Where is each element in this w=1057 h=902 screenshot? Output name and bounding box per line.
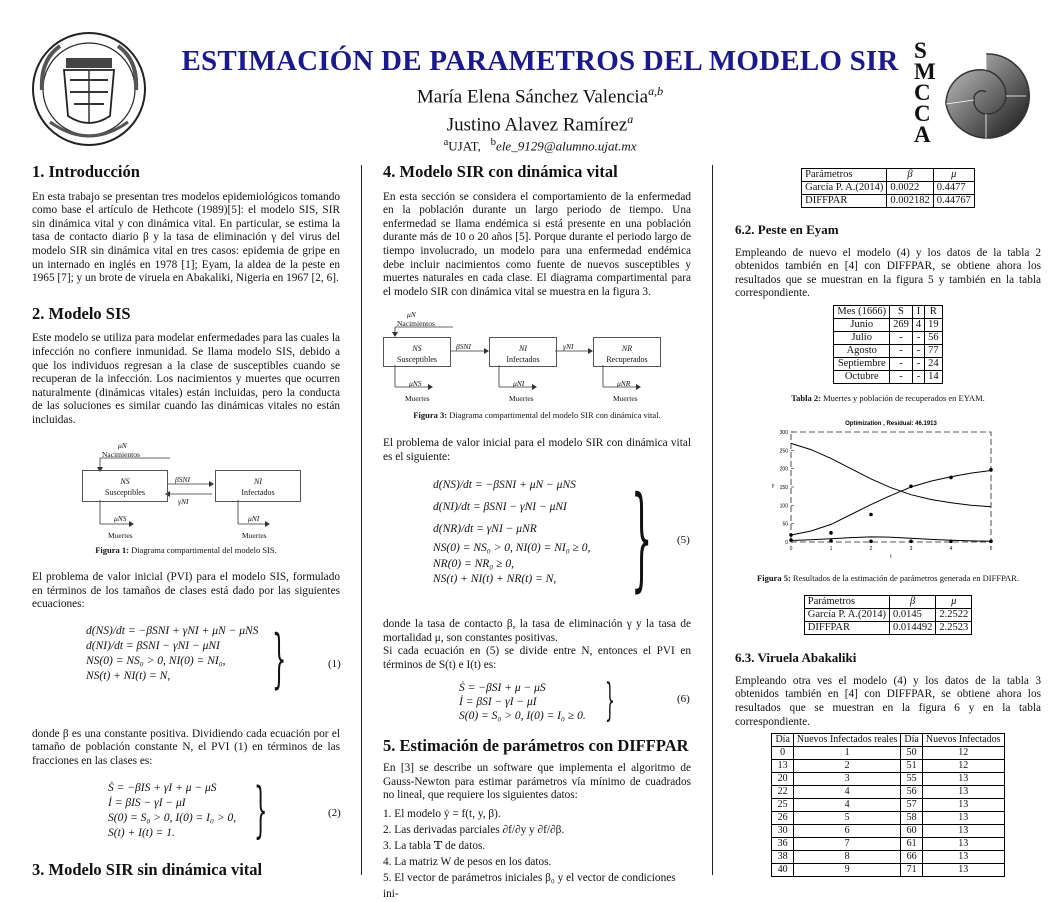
table-cell: - (912, 331, 924, 344)
subsection-title: 6.2. Peste en Eyam (735, 222, 839, 237)
table-cell: 22 (772, 786, 793, 799)
figure-3-diagram (383, 307, 691, 405)
equation-5: d(NS)/dt = −βSNI + μN − μNS d(NI)/dt = βSNI − γNI − μNI d(NR)/dt = γNI − μNR NS(0) = NS₀ > 0, NI(0) = NI₀ ≥ 0, NR(0) = NR₀ ≥ 0, NS(t) + NI(t) + NR(t) = N, } (5) (433, 473, 690, 604)
section-title: 5. Estimación de parámetros con DIFFPAR (383, 735, 689, 755)
table-cell: 13 (922, 864, 1004, 877)
table-cell: - (890, 357, 913, 370)
paragraph: Empleando otra ves el modelo (4) y los datos de la tabla 3 obtenidos también en [4] con DIFFPAR, se obtiene ahora los resultados que se muestran en la figura 6 y en la tabla correspondiente. (735, 674, 1041, 728)
column-separator (361, 165, 362, 875)
births-label: Nacimientos (397, 319, 435, 329)
table-cell: - (890, 370, 913, 383)
plot-frame (791, 432, 991, 542)
y-tick-label: 50 (782, 521, 788, 528)
table-header-row (834, 305, 942, 318)
table-cell: 30 (772, 825, 793, 838)
table-cell: 4 (793, 799, 901, 812)
section-title: 4. Modelo SIR con dinámica vital (383, 162, 618, 181)
table-row (834, 344, 942, 357)
table-cell: Día (901, 734, 922, 747)
optimization-chart (767, 416, 1007, 566)
births-rate: μN (118, 440, 127, 450)
table-cell: 13 (922, 812, 1004, 825)
table-cell: 7 (793, 838, 901, 851)
equation-lines: Ṡ = −βSI + μ − μS İ = βSI − γI − μI S(0) = S₀ > 0, I(0) = I₀ ≥ 0. (459, 681, 586, 722)
table-header-row (772, 734, 1004, 747)
author-2: Justino Alavez Ramírez$^a$ (446, 112, 634, 136)
y-tick-label: 0 (785, 539, 788, 546)
death-label: Muertes (108, 530, 133, 540)
x-tick-label: 4 (949, 545, 953, 552)
column-separator (712, 165, 713, 875)
list-item: 5. El vector de parámetros iniciales β₀ y el vector de condiciones ini- (383, 871, 676, 900)
paragraph: Si cada ecuación en (5) se divide entre N, entonces el PVI en términos de S(t) e I(t) es: (383, 645, 691, 671)
smcca-logo (912, 40, 1032, 150)
paper-title: ESTIMACIÓN DE PARAMETROS DEL MODELO SIR (181, 45, 899, 77)
table-cell: Junio (834, 318, 890, 331)
table-cell: 56 (925, 331, 943, 344)
table-cell: 2.2523 (936, 622, 972, 635)
table-row (772, 838, 1004, 851)
figure-caption: Figura 1: Diagrama compartimental del modelo SIS. (95, 544, 277, 555)
paragraph: Empleando de nuevo el modelo (4) y los datos de la tabla 2 obtenidos también en [4] con DIFFPAR, se obtiene ahora los resultados que se muestran en la figura 5 y también en la tabla correspondiente. (735, 246, 1041, 300)
equation-number: (1) (328, 657, 341, 670)
author-1: María Elena Sánchez Valencia$^{a,b}$ (416, 84, 664, 108)
table-cell: 8 (793, 851, 901, 864)
table-cell: 25 (772, 799, 793, 812)
data-point (829, 539, 833, 543)
y-tick-label: 300 (779, 429, 788, 436)
death-label: Muertes (613, 394, 638, 404)
table-cell: - (912, 344, 924, 357)
requirements-list (383, 806, 691, 902)
table-cell: 12 (922, 760, 1004, 773)
table-cell: 13 (922, 773, 1004, 786)
data-point (829, 531, 833, 535)
table-caption: Tabla 2: Muertes y población de recuperados en EYAM. (791, 392, 985, 403)
section-title: 1. Introducción (32, 162, 140, 181)
equation-1: d(NS)/dt = −βSNI + γNI + μN − μNS d(NI)/dt = βSNI − γNI − μNI NS(0) = NS₀ > 0, NI(0) = NI₀, NS(t) + NI(t) = N, } (1) (86, 621, 341, 696)
column-3 (735, 168, 1041, 877)
table-cell: 0.0022 (887, 182, 933, 195)
table-row (772, 851, 1004, 864)
box-infectados: NI Infectados (489, 337, 557, 367)
x-tick-label: 0 (789, 545, 793, 552)
table-cell: 4 (793, 786, 901, 799)
table-cell: 0.0145 (889, 609, 935, 622)
table-cell: 0.002182 (887, 195, 933, 208)
equation-6: Ṡ = −βSI + μ − μS İ = βSI − γI − μI S(0) = S₀ > 0, I(0) = I₀ ≥ 0. } (6) (459, 674, 690, 726)
table-cell: Mes (1666) (834, 305, 890, 318)
death-rate: μNI (513, 379, 525, 389)
y-tick-label: 200 (779, 466, 788, 473)
table-header-row (804, 596, 971, 609)
table-row (834, 357, 942, 370)
table-cell: 13 (922, 799, 1004, 812)
list-item: 4. La matriz W de pesos en los datos. (383, 855, 552, 868)
table-row (772, 773, 1004, 786)
affiliations: $^a$UJAT, $^b$ele_9129@alumno.ujat.mx (443, 136, 637, 154)
data-point (789, 533, 793, 537)
y-tick-label: 150 (779, 484, 788, 491)
births-label: Nacimientos (102, 449, 140, 459)
table-cell: μ (936, 596, 972, 609)
table-cell: - (912, 357, 924, 370)
death-rate: μNS (409, 379, 422, 389)
table-cell: 66 (901, 851, 922, 864)
table-cell: 269 (890, 318, 913, 331)
paragraph: En esta trabajo se presentan tres modelos epidemiológicos tomando como base el artículo de Hethcote (1989)[5]: el modelo SIS, SIR sin dinámica vital y con dinámica vital. En particular, se estima la tasa de contacto diario β y la tasa de eliminación γ del virus del modelo SIR sin dinámica vital en tres casos: epidemia de gripe en un internado en inglés en 1978 [1]; Eyam, la aldea de la peste en 1965 [7]; y un brote de viruela en Abakaliki, Nigeria en 1967 [2, 6]. (32, 190, 340, 285)
arrow-label: γNI (178, 496, 189, 506)
x-tick-label: 1 (829, 545, 833, 552)
list-item: 3. La tabla 𝕋 de datos. (383, 839, 486, 852)
figure-1-diagram (32, 436, 340, 544)
column-2 (383, 162, 691, 902)
data-point (869, 512, 873, 516)
table-cell: 3 (793, 773, 901, 786)
table-cell: 36 (772, 838, 793, 851)
y-tick-label: 250 (779, 447, 788, 454)
equation-number: (6) (677, 692, 690, 705)
table-cell: Parámetros (802, 169, 887, 182)
list-item: 2. Las derivadas parciales ∂f/∂y y ∂f/∂β. (383, 823, 565, 836)
table-cell: Nuevos Infectados (922, 734, 1004, 747)
table-cell: 56 (901, 786, 922, 799)
table-cell: 0.4477 (933, 182, 974, 195)
table-cell: DIFFPAR (804, 622, 889, 635)
table-cell: Día (772, 734, 793, 747)
eyam-data-table (833, 305, 942, 384)
equation-2: Ṡ = −βIS + γI + μ − μS İ = βIS − γI − μI S(0) = S₀ > 0, I(0) = I₀ > 0, S(t) + I(t) = 1. } (2) (108, 774, 341, 845)
table-cell: β (889, 596, 935, 609)
table-header-row (802, 169, 975, 182)
section-title: 3. Modelo SIR sin dinámica vital (32, 859, 263, 879)
table-cell: García P. A.(2014) (802, 182, 887, 195)
table-cell: Octubre (834, 370, 890, 383)
table-cell: 6 (793, 825, 901, 838)
table-row (804, 622, 971, 635)
death-label: Muertes (509, 394, 534, 404)
table-cell: 20 (772, 773, 793, 786)
nautilus-shell-icon (940, 50, 1032, 142)
death-label: Muertes (405, 394, 430, 404)
table-row (772, 812, 1004, 825)
table-cell: DIFFPAR (802, 195, 887, 208)
table-cell: R (925, 305, 943, 318)
table-cell: 51 (901, 760, 922, 773)
table-row (834, 370, 942, 383)
table-row (802, 182, 975, 195)
data-point (949, 475, 953, 479)
table-cell: 2.2522 (936, 609, 972, 622)
parameters-table-1 (801, 168, 975, 208)
box-susceptibles: NS Susceptibles (82, 470, 168, 502)
table-row (804, 609, 971, 622)
parameters-table-2 (804, 595, 972, 635)
paragraph: Este modelo se utiliza para modelar enfermedades para las cuales la infección no confiere inmunidad. Se llama modelo SIS, debido a que los individuos regresan a la clase de susceptibles cuando se recuperan de la infección. Los nacimientos y muertes que ocurren naturalmente (dinámicas vitales) están incluidas, pero la conducta de las soluciones es similar cuando las dinámicas vitales no están incluidas. (32, 332, 340, 426)
data-point (869, 539, 873, 543)
table-cell: 5 (793, 812, 901, 825)
table-cell: Parámetros (804, 596, 889, 609)
equation-lines: Ṡ = −βIS + γI + μ − μS İ = βIS − γI − μI S(0) = S₀ > 0, I(0) = I₀ > 0, S(t) + I(t) = 1. (108, 781, 237, 839)
table-cell: 0.014492 (889, 622, 935, 635)
y-axis-label: y (771, 482, 775, 489)
table-cell: 40 (772, 864, 793, 877)
arrow-label: βSNI (456, 342, 471, 352)
table-cell: García P. A.(2014) (804, 609, 889, 622)
series-line (791, 470, 991, 535)
paragraph: El problema de valor inicial (PVI) para el modelo SIS, formulado en términos de los tamaños de clases está dado por las siguientes ecuaciones: (32, 571, 340, 611)
column-1 (32, 162, 341, 884)
table-cell: 58 (901, 812, 922, 825)
table-cell: 0.44767 (933, 195, 974, 208)
arrow-label: γNI (563, 342, 574, 352)
smcca-logo-letters: SMCCA (914, 38, 936, 147)
table-cell: 13 (772, 760, 793, 773)
box-infectados: NI Infectados (215, 470, 301, 502)
equation-number: (2) (328, 806, 341, 819)
table-row (772, 786, 1004, 799)
table-cell: 26 (772, 812, 793, 825)
table-cell: - (890, 331, 913, 344)
data-point (909, 484, 913, 488)
table-row (834, 331, 942, 344)
data-point (789, 538, 793, 542)
data-point (909, 539, 913, 543)
table-cell: μ (933, 169, 974, 182)
table-cell: 9 (793, 864, 901, 877)
table-cell: - (912, 370, 924, 383)
paragraph: En esta sección se considera el comportamiento de la enfermedad en la población durante un largo periodo de tiempo. Una enfermedad se llama endémica si está presente en una población durante más de 10 o 20 años [5]. Porque durante el periodo largo de tiempo involucrado, un modelo para una enfermedad endémica debe incluir nacimientos como fuente de nuevos susceptibles y muertes naturales en cada clase. El diagrama compartimental para el modelo SIR con dinámica vital se muestra en la figura 3. (383, 190, 691, 298)
paragraph: En [3] se describe un software que implementa el algoritmo de Gauss-Newton para estimar parámetros vía mínimo de cuadrados no lineal, que requiere los siguientes datos: (383, 762, 691, 802)
table-cell: 57 (901, 799, 922, 812)
table-cell: 38 (772, 851, 793, 864)
table-cell: Julio (834, 331, 890, 344)
table-row (802, 195, 975, 208)
table-cell: 4 (912, 318, 924, 331)
series-line (791, 536, 991, 540)
death-rate: μNR (617, 379, 631, 389)
table-cell: 55 (901, 773, 922, 786)
figure-caption: Figura 5: Resultados de la estimación de parámetros generada en DIFFPAR. (757, 572, 1019, 583)
table-cell: Nuevos Infectados reales (793, 734, 901, 747)
table-cell: 19 (925, 318, 943, 331)
paragraph: donde la tasa de contacto β, la tasa de eliminación γ y la tasa de mortalidad μ, son constantes positivas. (383, 618, 691, 644)
table-cell: 13 (922, 825, 1004, 838)
table-cell: 50 (901, 747, 922, 760)
data-point (989, 539, 993, 543)
box-susceptibles: NS Susceptibles (383, 337, 451, 367)
equation-lines: d(NS)/dt = −βSNI + γNI + μN − μNS d(NI)/dt = βSNI − γNI − μNI NS(0) = NS₀ > 0, NI(0) = NI₀, NS(t) + NI(t) = N, (86, 624, 259, 682)
paragraph: donde β es una constante positiva. Dividiendo cada ecuación por el tamaño de población constante N, el PVI (1) en términos de las fracciones en las clases es: (32, 727, 340, 768)
university-seal-logo (30, 30, 148, 148)
figure-caption: Figura 3: Diagrama compartimental del modelo SIR con dinámica vital. (413, 410, 661, 421)
table-row (834, 318, 942, 331)
table-row (772, 825, 1004, 838)
table-cell: 13 (922, 851, 1004, 864)
table-cell: 71 (901, 864, 922, 877)
table-row (772, 799, 1004, 812)
table-cell: Septiembre (834, 357, 890, 370)
section-title: 2. Modelo SIS (32, 303, 131, 323)
chart-title: Optimization , Residual: 46.1913 (845, 420, 937, 427)
table-cell: β (887, 169, 933, 182)
death-rate: μNS (114, 513, 127, 523)
y-tick-label: 100 (779, 502, 788, 509)
table-cell: 12 (922, 747, 1004, 760)
table-cell: 1 (793, 747, 901, 760)
x-tick-label: 3 (909, 545, 913, 552)
table-cell: 2 (793, 760, 901, 773)
data-point (949, 539, 953, 543)
figure-5-chart (735, 416, 1041, 566)
table-row (772, 760, 1004, 773)
table-cell: 13 (922, 786, 1004, 799)
table-row (772, 747, 1004, 760)
list-item: 1. El modelo ẏ = f(t, y, β). (383, 807, 501, 820)
x-axis-label: t (890, 553, 892, 560)
births-rate: μN (407, 310, 416, 320)
abakaliki-data-table (771, 733, 1004, 877)
arrow-label: βSNI (175, 474, 190, 484)
table-cell: S (890, 305, 913, 318)
death-rate: μNI (248, 513, 260, 523)
death-label: Muertes (242, 530, 267, 540)
table-cell: 77 (925, 344, 943, 357)
paragraph: El problema de valor inicial para el modelo SIR con dinámica vital es el siguiente: (383, 436, 691, 463)
table-cell: 61 (901, 838, 922, 851)
table-cell: 14 (925, 370, 943, 383)
equation-number: (5) (677, 534, 690, 547)
x-tick-label: 5 (989, 545, 993, 552)
table-cell: - (890, 344, 913, 357)
box-recuperados: NR Recuperados (593, 337, 661, 367)
subsection-title: 6.3. Viruela Abakaliki (735, 650, 857, 666)
table-cell: 24 (925, 357, 943, 370)
x-tick-label: 2 (869, 545, 873, 552)
table-cell: 13 (922, 838, 1004, 851)
data-point (989, 468, 993, 472)
table-cell: Agosto (834, 344, 890, 357)
equation-lines: d(NS)/dt = −βSNI + μN − μNS d(NI)/dt = βSNI − γNI − μNI d(NR)/dt = γNI − μNR NS(0) = NS₀ > 0, NI(0) = NI₀ ≥ 0, NR(0) = NR₀ ≥ 0, NS(t) + NI(t) + NR(t) = N, (433, 479, 591, 586)
table-cell: I (912, 305, 924, 318)
table-cell: 0 (772, 747, 793, 760)
table-cell: 60 (901, 825, 922, 838)
